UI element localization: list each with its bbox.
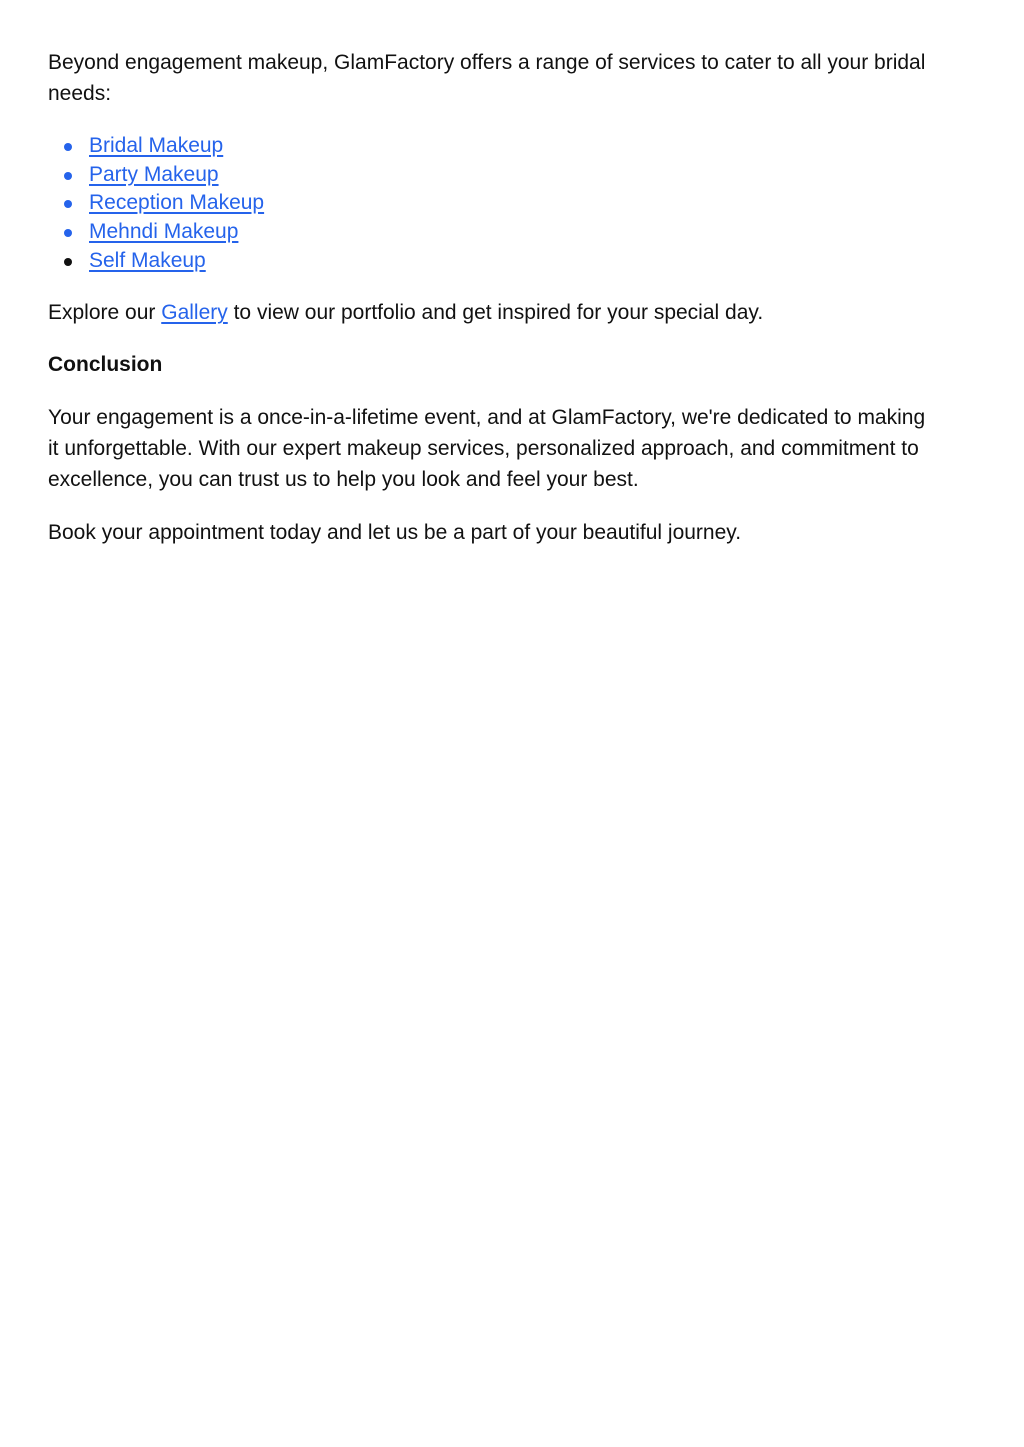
explore-paragraph bbox=[48, 297, 976, 328]
list-item bbox=[48, 247, 976, 276]
intro-paragraph: Beyond engagement makeup, GlamFactory offers a range of services to cater to all your bridal needs: bbox=[48, 51, 926, 105]
bullet-icon bbox=[64, 229, 72, 237]
list-item bbox=[48, 161, 976, 190]
bullet-icon bbox=[64, 172, 72, 180]
services-list bbox=[48, 132, 976, 275]
list-item bbox=[48, 189, 976, 218]
explore-text-after: to view our portfolio and get inspired for your special day. bbox=[227, 301, 764, 325]
gallery-link[interactable]: Gallery bbox=[161, 301, 228, 325]
conclusion-paragraph: Your engagement is a once-in-a-lifetime event, and at GlamFactory, we're dedicated to making it unforgettable. With our expert makeup services, personalized approach, and commitment to excellence, you can trust us to help you look and feel your best. bbox=[48, 406, 926, 492]
list-item bbox=[48, 218, 976, 247]
bridal-makeup-link[interactable]: Bridal Makeup bbox=[89, 134, 224, 157]
bullet-icon bbox=[64, 143, 72, 151]
self-makeup-link[interactable]: Self Makeup bbox=[89, 248, 206, 272]
bullet-icon bbox=[64, 258, 72, 266]
mehndi-makeup-link[interactable]: Mehndi Makeup bbox=[89, 220, 239, 244]
conclusion-heading: Conclusion bbox=[48, 353, 163, 377]
booking-call-to-action: Book your appointment today and let us be a part of your beautiful journey. bbox=[48, 521, 742, 545]
list-item bbox=[48, 132, 976, 161]
reception-makeup-link[interactable]: Reception Makeup bbox=[89, 191, 265, 215]
explore-text-before: Explore our bbox=[48, 301, 162, 325]
party-makeup-link[interactable]: Party Makeup bbox=[89, 162, 219, 186]
bullet-icon bbox=[64, 200, 72, 208]
